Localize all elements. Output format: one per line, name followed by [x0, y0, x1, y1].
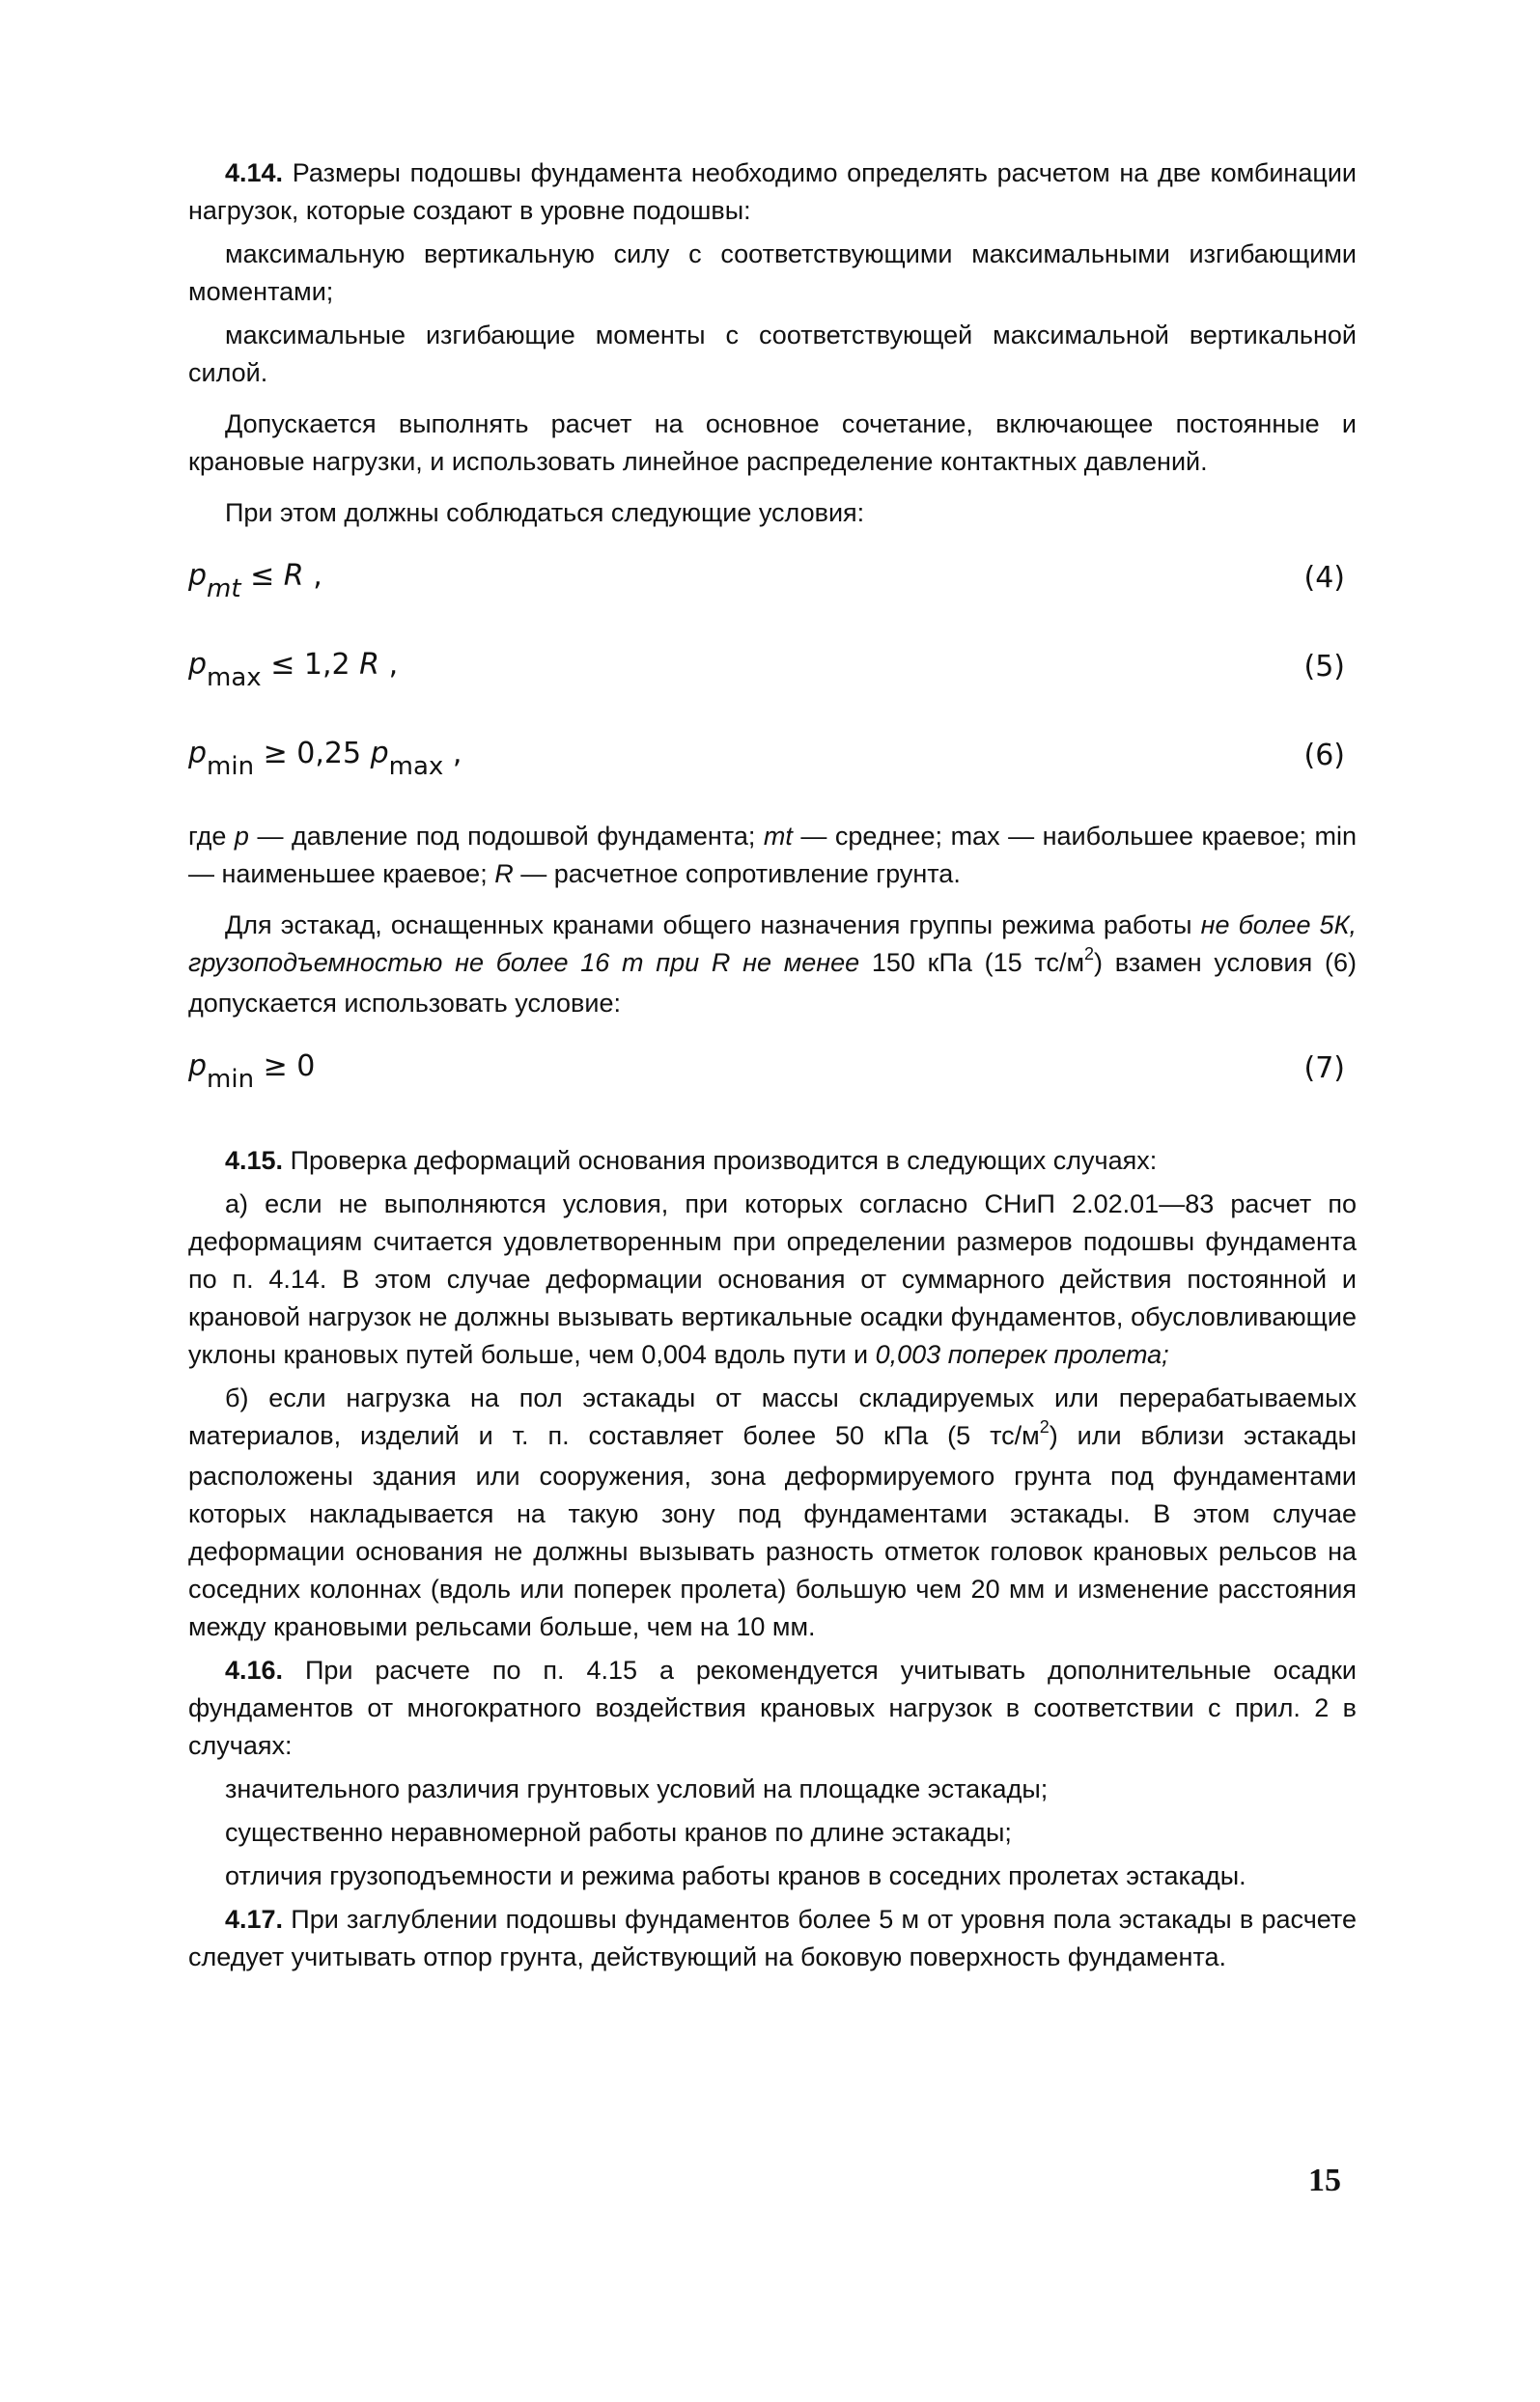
paragraph-4-16-item1: значительного различия грунтовых условий на площадке эстакады; — [225, 1774, 1049, 1803]
formula-6 — [188, 715, 1357, 804]
paragraph-4-17: 4.17. При заглублении подошвы фундаментов более 5 м от уровня пола эстакады в расчете следует учитывать отпор грунта, действующий на боковую поверхность фундамента. — [188, 1905, 1357, 1971]
paragraph-where: где p — давление под подошвой фундамента; mt — среднее; max — наибольшее краевое; min — наименьшее краевое; R — расчетное сопротивление грунта. — [188, 822, 1357, 888]
formula-5-expression: pmax ≤ 1,2 R , — [188, 648, 399, 692]
section-number-4-17: 4.17. — [225, 1905, 284, 1934]
formula-6-number: (6) — [1303, 739, 1345, 772]
paragraph-4-14-allow: Допускается выполнять расчет на основное сочетание, включающее постоянные и крановые нагрузки, и использовать линейное распределение контактных давлений. — [188, 409, 1357, 476]
document-page — [188, 154, 1357, 1982]
paragraph-4-14-conditions: При этом должны соблюдаться следующие условия: — [225, 498, 865, 527]
section-number-4-16: 4.16. — [225, 1656, 284, 1685]
page-number: 15 — [1308, 2163, 1341, 2198]
paragraph-4-15-b: б) если нагрузка на пол эстакады от массы складируемых или перерабатываемых материалов, изделий и т. п. составляет более 50 кПа (5 $тс/м^2$) или вблизи эстакады расположены здания или сооружения, зона деформируемого грунта под фундаментами которых накладывается на такую зону под фундаментами эстакады. В этом случае деформации основания не должны вызывать разность отметок головок крановых рельсов на соседних колоннах (вдоль или поперек пролета) большую чем 20 мм и изменение расстояния между крановыми рельсами больше, чем на 10 мм. — [188, 1383, 1357, 1641]
formula-7 — [188, 1028, 1357, 1117]
formula-5-number: (5) — [1303, 650, 1345, 684]
paragraph-overpass: Для эстакад, оснащенных кранами общего назначения группы режима работы не более 5К, грузоподъемностью не более 16 т при R не менее 150 кПа (15 $тс/м^2$) взамен условия (6) допускается использовать условие: — [188, 910, 1357, 1018]
paragraph-4-14-item1: максимальную вертикальную силу с соответствующими максимальными изгибающими моментами; — [188, 239, 1357, 306]
paragraph-4-16-intro: 4.16. При расчете по п. 4.15 а рекомендуется учитывать дополнительные осадки фундаментов от многократного воздействия крановых нагрузок в соответствии с прил. 2 в случаях: — [188, 1656, 1357, 1760]
paragraph-4-16-item2: существенно неравномерной работы кранов по длине эстакады; — [225, 1818, 1012, 1847]
formula-4-number: (4) — [1303, 561, 1345, 595]
paragraph-4-14-intro — [188, 154, 1357, 230]
paragraph-text: Размеры подошвы фундамента необходимо определять расчетом на две комбинации нагрузок, которые создают в уровне подошвы: — [188, 158, 1357, 225]
section-number-4-15: 4.15. — [225, 1146, 284, 1175]
formula-5 — [188, 627, 1357, 715]
formula-7-number: (7) — [1303, 1051, 1345, 1085]
paragraph-4-15-a: а) если не выполняются условия, при которых согласно СНиП 2.02.01—83 расчет по деформациям считается удовлетворенным при определении размеров подошвы фундамента по п. 4.14. В этом случае деформации основания от суммарного действия постоянной и крановой нагрузок не должны вызывать вертикальные осадки фундаментов, обусловливающие уклоны крановых путей больше, чем 0,004 вдоль пути и 0,003 поперек пролета; — [188, 1189, 1357, 1369]
section-number-4-14: 4.14. — [225, 158, 284, 187]
paragraph-4-15-intro: 4.15. Проверка деформаций основания производится в следующих случаях: — [225, 1146, 1158, 1175]
formula-4 — [188, 538, 1357, 627]
formula-7-expression: pmin ≥ 0 — [188, 1049, 316, 1094]
paragraph-4-16-item3: отличия грузоподъемности и режима работы кранов в соседних пролетах эстакады. — [225, 1861, 1246, 1890]
formula-4-expression: pmt ≤ R , — [188, 559, 322, 603]
formula-6-expression: pmin ≥ 0,25 pmax , — [188, 737, 462, 781]
paragraph-4-14-item2: максимальные изгибающие моменты с соответствующей максимальной вертикальной силой. — [188, 321, 1357, 387]
